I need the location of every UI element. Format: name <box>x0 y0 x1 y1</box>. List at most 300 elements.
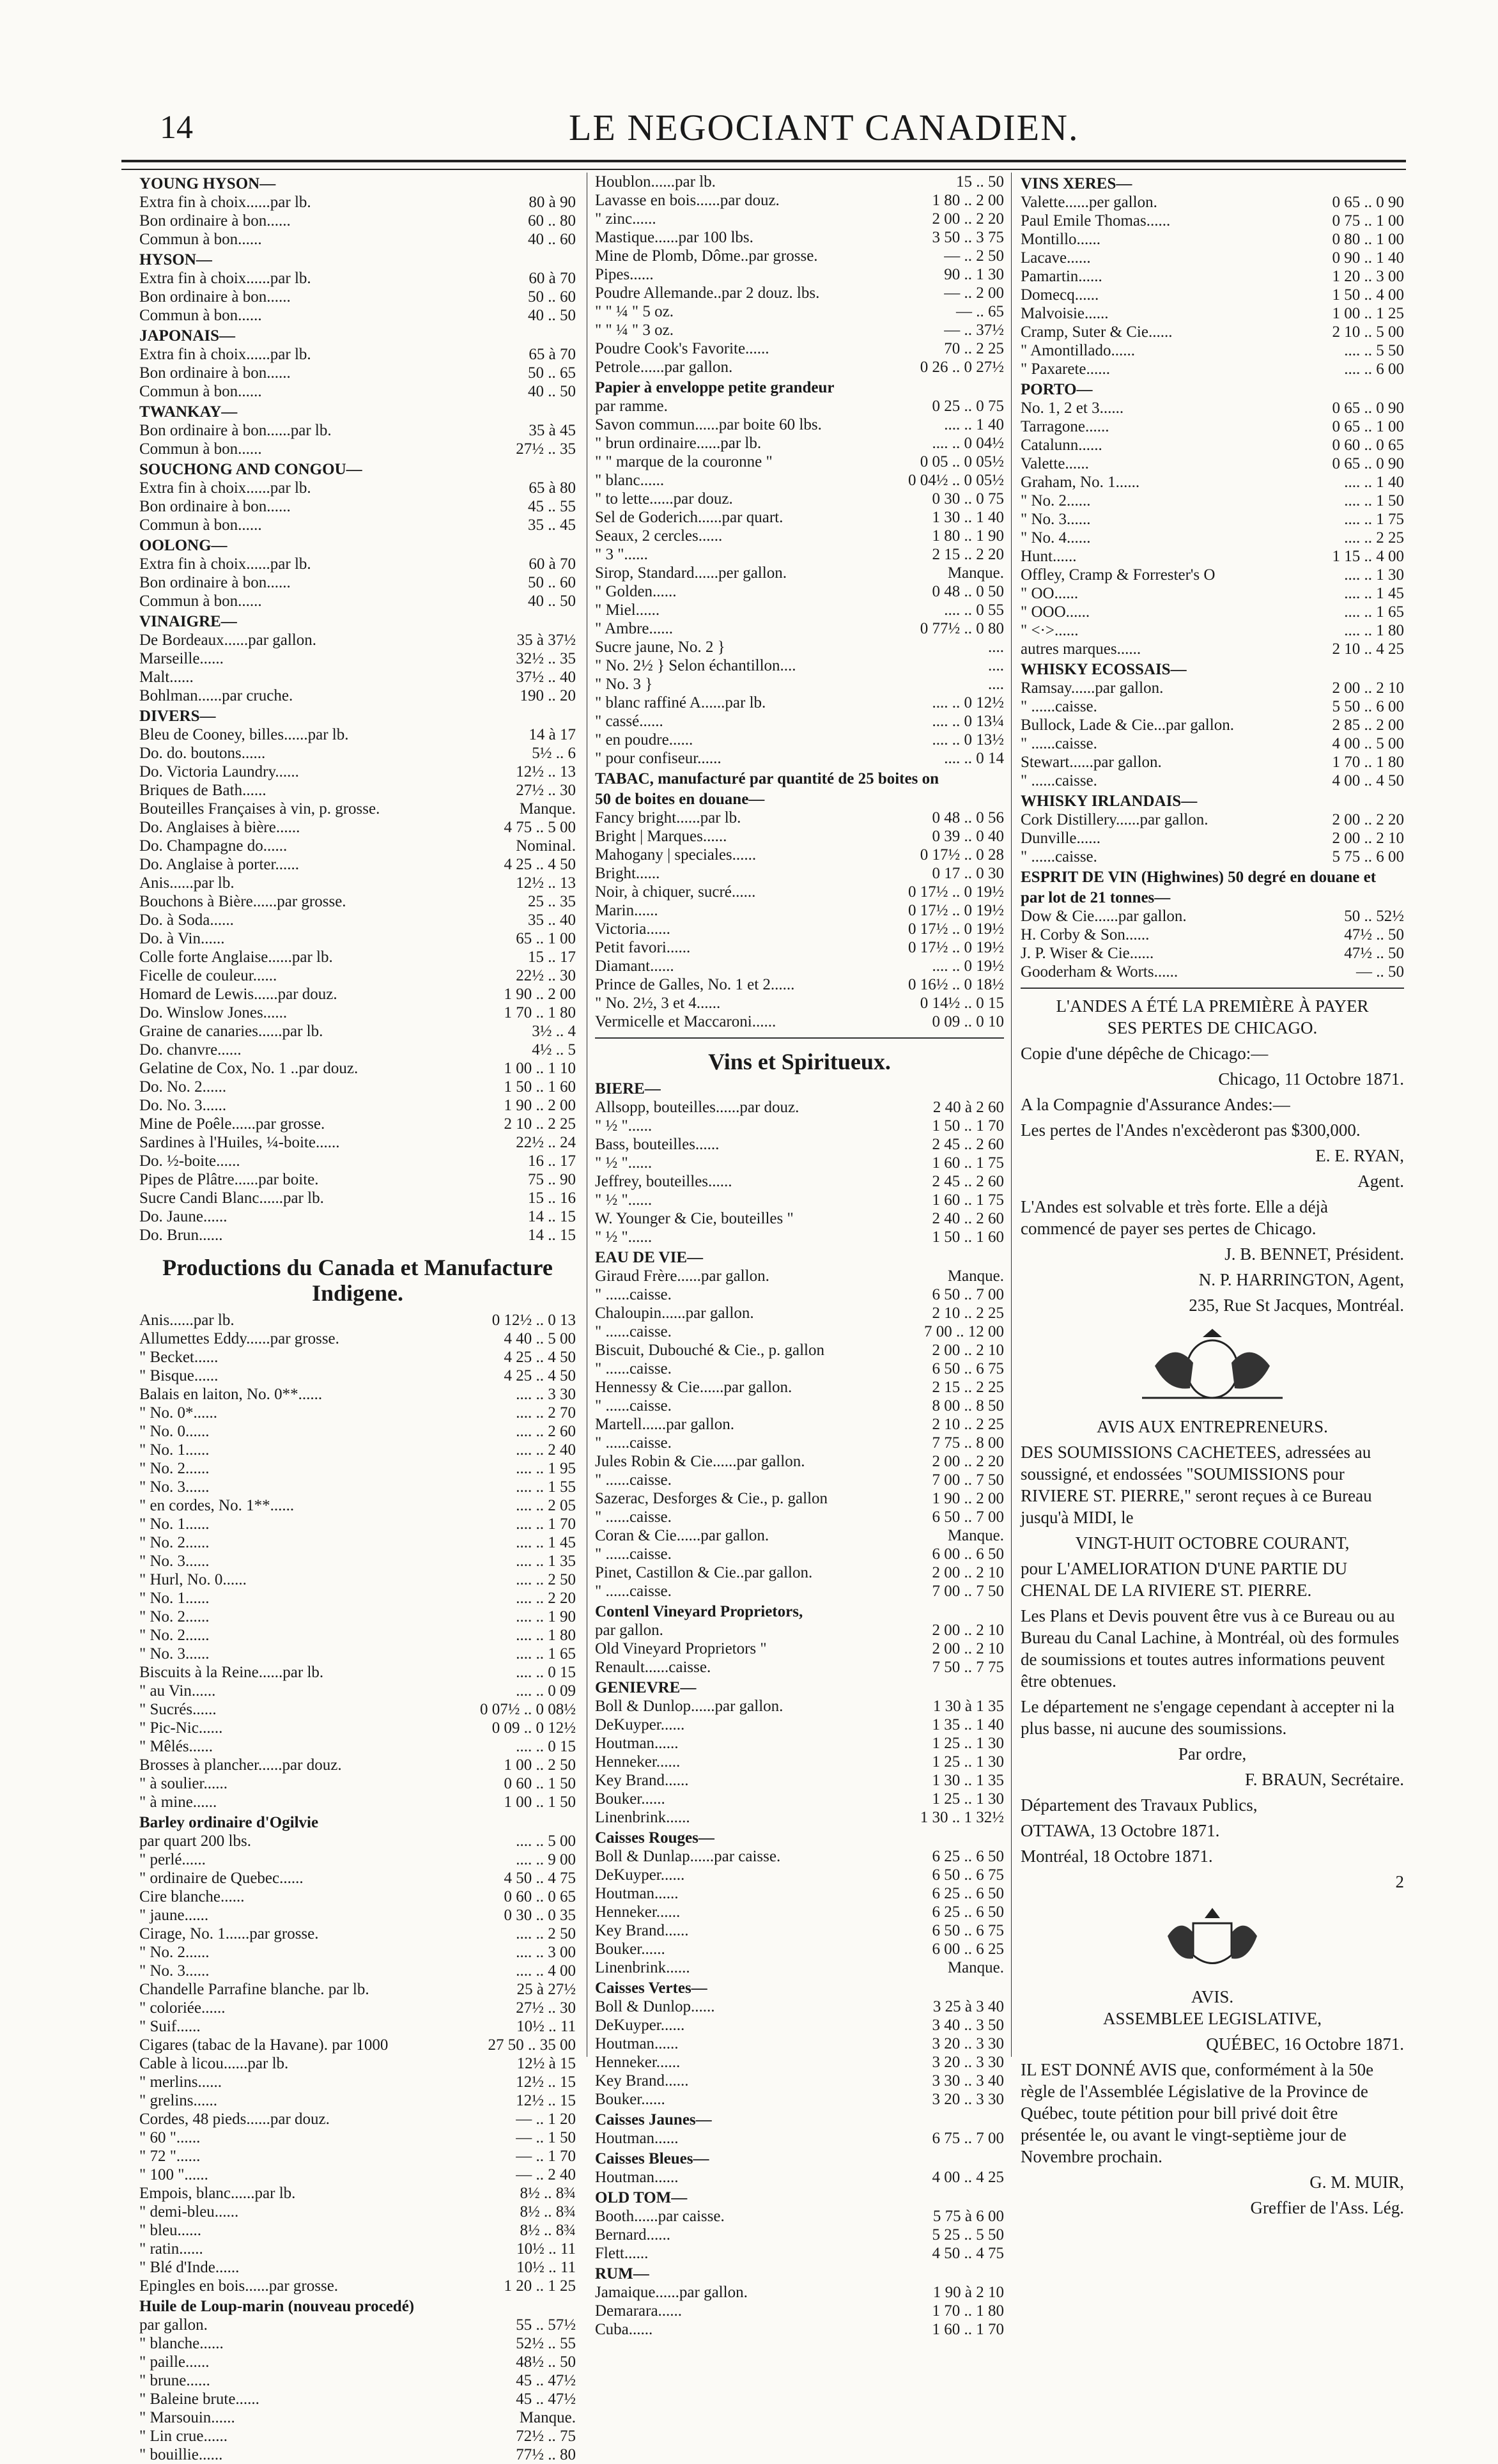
item-price: .... .. 1 55 <box>516 1478 576 1496</box>
price-row <box>139 781 576 800</box>
item-price: 0 30 .. 0 35 <box>504 1907 576 1924</box>
item-name: Boll & Dunlop......par gallon. <box>595 1698 784 1715</box>
item-name: Do. do. boutons...... <box>139 745 266 762</box>
item-price: 10½ .. 11 <box>516 2018 576 2035</box>
item-name: " No. 1...... <box>139 1515 210 1533</box>
item-price <box>1317 660 1404 679</box>
item-price: 6 50 .. 6 75 <box>932 1922 1004 1939</box>
item-price: .... .. 4 00 <box>516 1962 576 1980</box>
price-row <box>139 1589 576 1608</box>
section-divider <box>1021 988 1404 989</box>
item-name: " ......caisse. <box>1021 735 1097 752</box>
item-name: W. Younger & Cie, bouteilles " <box>595 1210 794 1227</box>
item-price <box>917 2150 1004 2168</box>
price-row <box>139 966 576 985</box>
item-price: 37½ .. 40 <box>516 669 576 686</box>
item-price: Manque. <box>947 1959 1004 1976</box>
price-row <box>595 2283 1004 2302</box>
item-name: Demarara...... <box>595 2302 683 2320</box>
item-name: Do. Anglaise à porter...... <box>139 856 299 873</box>
item-name: " perlé...... <box>139 1851 206 1868</box>
item-name: " Bisque...... <box>139 1367 219 1384</box>
price-row <box>595 1639 1004 1658</box>
price-row <box>1021 267 1404 286</box>
item-price: 1 90 .. 2 00 <box>504 1097 576 1114</box>
item-name: Stewart......par gallon. <box>1021 754 1162 771</box>
item-price: .... .. 0 14 <box>944 750 1004 767</box>
item-price: 0 04½ .. 0 05½ <box>908 472 1004 489</box>
item-price <box>917 2189 1004 2207</box>
item-name: " " ¼ " 3 oz. <box>595 322 674 339</box>
item-name: Bleu de Cooney, billes......par lb. <box>139 726 349 743</box>
item-name: Paul Emile Thomas...... <box>1021 212 1171 229</box>
price-row <box>139 306 576 325</box>
price-row <box>139 837 576 855</box>
price-row <box>139 1152 576 1170</box>
item-price: 6 75 .. 7 00 <box>932 2130 1004 2147</box>
price-row <box>595 901 1004 920</box>
item-name: Brosses à plancher......par douz. <box>139 1756 342 1774</box>
item-price: 2 00 .. 2 20 <box>932 210 1004 228</box>
item-price: 7 75 .. 8 00 <box>932 1434 1004 1452</box>
price-row <box>139 1496 576 1515</box>
item-name: Do. ½-boite...... <box>139 1152 240 1170</box>
item-name: Noir, à chiquer, sucré...... <box>595 883 756 901</box>
item-name: " 100 "...... <box>139 2166 208 2183</box>
avis-number: 2 <box>1395 1872 1404 1891</box>
item-price: 0 09 .. 0 10 <box>932 1013 1004 1030</box>
price-row <box>595 302 1004 321</box>
item-name: " brune...... <box>139 2372 210 2389</box>
item-price: .... .. 1 90 <box>516 1608 576 1625</box>
item-price: 12½ .. 15 <box>516 2073 576 2091</box>
avis-dept: Département des Travaux Publics, <box>1021 1795 1258 1815</box>
column-middle <box>587 173 1004 2338</box>
section-label <box>139 1813 576 1832</box>
item-name: Cigares (tabac de la Havane). par 1000 <box>139 2036 389 2054</box>
price-row <box>139 1756 576 1774</box>
price-row <box>1021 679 1404 697</box>
item-price: .... .. 2 70 <box>516 1404 576 1422</box>
item-price: 1 80 .. 1 90 <box>932 527 1004 545</box>
item-price: 1 50 .. 4 00 <box>1332 286 1404 304</box>
item-name: Marin...... <box>595 902 658 919</box>
item-price: .... .. 1 65 <box>1344 603 1404 621</box>
item-price: .... .. 3 00 <box>516 1944 576 1961</box>
price-row <box>139 1608 576 1626</box>
price-row <box>139 1041 576 1059</box>
price-row <box>139 1869 576 1887</box>
price-row <box>139 2203 576 2221</box>
item-name: " ......caisse. <box>1021 772 1097 789</box>
price-row <box>595 2072 1004 2090</box>
price-row <box>139 948 576 966</box>
item-price: .... .. 1 40 <box>1344 474 1404 491</box>
item-price: 0 80 .. 1 00 <box>1332 231 1404 248</box>
price-row <box>595 1304 1004 1322</box>
price-row <box>139 2427 576 2445</box>
section-label <box>139 174 576 193</box>
section-label <box>595 790 1004 809</box>
avis-text: Le département ne s'engage cependant à accepter ni la plus basse, ni aucune des soumissions. <box>1021 1697 1395 1738</box>
section-divider <box>595 1037 1004 1039</box>
price-row <box>139 1999 576 2017</box>
item-price: 0 17 .. 0 30 <box>932 865 1004 882</box>
item-price: 25 .. 35 <box>528 893 576 910</box>
item-name: De Bordeaux......par gallon. <box>139 631 317 649</box>
item-price: 45 .. 47½ <box>516 2372 576 2389</box>
item-name: Commun à bon...... <box>139 231 262 248</box>
item-name: Sucre Candi Blanc......par lb. <box>139 1189 324 1207</box>
price-row <box>139 1645 576 1663</box>
price-row <box>595 339 1004 358</box>
item-price <box>489 251 576 269</box>
item-price: 15 .. 17 <box>528 949 576 966</box>
price-row <box>595 1997 1004 2016</box>
price-row <box>139 1850 576 1869</box>
item-name: " bouillie...... <box>139 2446 223 2463</box>
item-price: 4 00 .. 4 50 <box>1332 772 1404 789</box>
price-row <box>1021 417 1404 436</box>
price-row <box>139 1832 576 1850</box>
item-price: 7 00 .. 7 50 <box>932 1583 1004 1600</box>
price-row <box>139 288 576 306</box>
item-name: VINAIGRE— <box>139 613 237 630</box>
item-price: Nominal. <box>516 837 576 855</box>
item-price: 65 .. 1 00 <box>516 930 576 947</box>
item-price: 8½ .. 8¾ <box>520 2222 576 2239</box>
item-price: 0 17½ .. 0 28 <box>920 846 1004 864</box>
item-name: ESPRIT DE VIN (Highwines) 50 degré en douane et <box>1021 869 1377 886</box>
item-name: Extra fin à choix......par lb. <box>139 346 311 363</box>
item-name: DeKuyper...... <box>595 1716 685 1733</box>
price-row <box>595 1582 1004 1600</box>
item-name: Houtman...... <box>595 2130 679 2147</box>
item-name: Caisses Rouges— <box>595 1829 714 1847</box>
item-name: Cordes, 48 pieds......par douz. <box>139 2111 330 2128</box>
section-label <box>595 2150 1004 2168</box>
item-name: Henneker...... <box>595 1903 681 1921</box>
price-row <box>595 920 1004 938</box>
item-price: .... .. 2 60 <box>516 1423 576 1440</box>
price-row <box>595 1921 1004 1940</box>
item-name: " Marsouin...... <box>139 2409 235 2426</box>
price-row <box>139 2147 576 2166</box>
item-price: 35 .. 40 <box>528 911 576 929</box>
item-price: 5 75 à 6 00 <box>932 2208 1004 2225</box>
avis-place: Montréal, 18 Octobre 1871. <box>1021 1847 1213 1866</box>
item-price: 75 .. 90 <box>528 1171 576 1188</box>
price-row <box>595 2168 1004 2187</box>
price-row <box>139 1906 576 1925</box>
item-price: 25 à 27½ <box>516 1981 576 1998</box>
price-row <box>139 874 576 892</box>
spirits-price-list <box>595 1080 1004 2339</box>
item-name: WHISKY ECOSSAIS— <box>1021 661 1187 678</box>
item-name: " No. 2½ } Selon échantillon.... <box>595 657 796 674</box>
item-price: 3 20 .. 3 30 <box>932 2035 1004 2052</box>
item-price: 1 50 .. 1 60 <box>504 1078 576 1096</box>
price-row <box>595 809 1004 827</box>
price-row <box>595 1397 1004 1415</box>
item-name: " " ¼ " 5 oz. <box>595 303 674 320</box>
price-row <box>595 675 1004 693</box>
item-name: WHISKY IRLANDAIS— <box>1021 793 1198 810</box>
item-name: SOUCHONG AND CONGOU— <box>139 461 362 478</box>
item-price <box>917 378 1004 397</box>
item-price: 0 65 .. 0 90 <box>1332 399 1404 417</box>
andes-subtitle: SES PERTES DE CHICAGO. <box>1107 1018 1318 1037</box>
item-name: Henneker...... <box>595 1753 681 1771</box>
item-price: 2 10 .. 2 25 <box>504 1115 576 1133</box>
item-price: — .. 2 00 <box>944 284 1004 302</box>
item-name: Cire blanche...... <box>139 1888 245 1905</box>
price-row <box>1021 341 1404 360</box>
andes-notice <box>1021 995 1404 1316</box>
item-name: " coloriée...... <box>139 1999 226 2017</box>
item-price: 6 50 .. 7 00 <box>932 1286 1004 1303</box>
item-price <box>917 790 1004 809</box>
item-name: " Ambre...... <box>595 620 673 637</box>
item-price: 0 12½ .. 0 13 <box>491 1312 576 1329</box>
avis-date: VINGT-HUIT OCTOBRE COURANT, <box>1075 1533 1350 1553</box>
item-price: .... .. 1 45 <box>1344 585 1404 602</box>
price-row <box>595 1489 1004 1508</box>
price-row <box>139 1441 576 1459</box>
price-row <box>139 1570 576 1589</box>
item-name: No. 1, 2 et 3...... <box>1021 399 1124 417</box>
item-price: 1 50 .. 1 60 <box>932 1228 1004 1246</box>
price-row <box>595 1790 1004 1808</box>
item-price: 4 40 .. 5 00 <box>504 1330 576 1347</box>
item-price: 2 10 .. 2 25 <box>932 1416 1004 1433</box>
item-name: TABAC, manufacturé par quantité de 25 boites on <box>595 770 939 787</box>
price-row <box>139 230 576 249</box>
item-price <box>489 2297 576 2316</box>
item-name: par gallon. <box>595 1622 663 1639</box>
item-name: Bon ordinaire à bon...... <box>139 212 291 229</box>
item-price: 15 .. 50 <box>956 173 1004 190</box>
item-name: Do. No. 2...... <box>139 1078 227 1096</box>
item-price: 0 25 .. 0 75 <box>932 398 1004 415</box>
item-name: " No. 0*...... <box>139 1404 218 1422</box>
item-price: 3 20 .. 3 30 <box>932 2091 1004 2108</box>
price-row <box>595 1771 1004 1790</box>
item-name: Ramsay......par gallon. <box>1021 679 1164 697</box>
price-row <box>595 321 1004 339</box>
item-price: 2 40 à 2 60 <box>932 1099 1004 1116</box>
item-name: " Pic-Nic...... <box>139 1719 223 1737</box>
item-name: Tarragone...... <box>1021 418 1109 435</box>
item-price: 65 à 80 <box>529 479 576 497</box>
item-name: Bouchons à Bière......par grosse. <box>139 893 346 910</box>
price-row <box>595 864 1004 883</box>
item-price: 7 00 .. 12 00 <box>924 1323 1004 1340</box>
price-row <box>595 601 1004 619</box>
item-name: Do. Anglaises à bière...... <box>139 819 300 836</box>
item-price: .... .. 1 95 <box>516 1460 576 1477</box>
price-row <box>139 1311 576 1329</box>
page-number: 14 <box>160 109 193 146</box>
item-name: Graine de canaries......par lb. <box>139 1023 323 1040</box>
price-row <box>595 1012 1004 1031</box>
price-row <box>595 1471 1004 1489</box>
item-name: " No. 2...... <box>139 1608 210 1625</box>
item-name: " pour confiseur...... <box>595 750 722 767</box>
item-price: 3 25 à 3 40 <box>932 1998 1004 2015</box>
item-price: 6 50 .. 7 00 <box>932 1508 1004 1526</box>
item-name: " ......caisse. <box>595 1546 672 1563</box>
price-row <box>1021 584 1404 603</box>
item-price: 6 00 .. 6 25 <box>932 1941 1004 1958</box>
item-name: Bright | Marques...... <box>595 828 727 845</box>
item-price: 2 00 .. 2 10 <box>932 1564 1004 1581</box>
price-row <box>595 1753 1004 1771</box>
item-price: 12½ à 15 <box>516 2055 576 2072</box>
item-price: .... .. 1 80 <box>516 1627 576 1644</box>
item-name: " en poudre...... <box>595 731 693 748</box>
price-row <box>139 1404 576 1422</box>
item-price <box>917 1248 1004 1267</box>
price-row <box>1021 771 1404 790</box>
price-row <box>139 1078 576 1096</box>
price-row <box>595 1884 1004 1903</box>
section-label <box>595 2189 1004 2207</box>
price-row <box>595 883 1004 901</box>
item-price: — .. 65 <box>956 303 1004 320</box>
item-price: .... .. 0 12½ <box>932 694 1004 711</box>
item-price: 0 65 .. 1 00 <box>1332 418 1404 435</box>
price-row <box>595 2090 1004 2109</box>
price-row <box>595 1697 1004 1716</box>
item-name: Graham, No. 1...... <box>1021 474 1140 491</box>
item-price: 3 20 .. 3 30 <box>932 2054 1004 2071</box>
andes-text: Les pertes de l'Andes n'excèderont pas $300,000. <box>1021 1120 1361 1140</box>
price-row <box>139 2110 576 2128</box>
price-row <box>139 744 576 763</box>
price-row <box>139 1962 576 1980</box>
item-price: 0 09 .. 0 12½ <box>491 1719 576 1737</box>
price-row <box>139 668 576 686</box>
price-row <box>139 2390 576 2408</box>
item-name: " grelins...... <box>139 2092 217 2109</box>
price-row <box>595 2244 1004 2263</box>
item-name: Pipes de Plâtre......par boite. <box>139 1171 319 1188</box>
price-row <box>595 1903 1004 1921</box>
price-row <box>139 2221 576 2240</box>
item-price: 4 00 .. 5 00 <box>1332 735 1404 752</box>
item-name: Catalunn...... <box>1021 437 1102 454</box>
item-name: Bouker...... <box>595 1941 665 1958</box>
price-row <box>595 2034 1004 2053</box>
item-name: " au Vin...... <box>139 1682 216 1700</box>
price-row <box>1021 697 1404 716</box>
item-name: " OO...... <box>1021 585 1079 602</box>
price-row <box>595 545 1004 564</box>
price-row <box>1021 566 1404 584</box>
item-name: Dunville...... <box>1021 830 1100 847</box>
item-price: 0 17½ .. 0 19½ <box>908 883 1004 901</box>
item-name: Bon ordinaire à bon......par lb. <box>139 422 332 439</box>
section-label <box>139 612 576 631</box>
andes-sign: N. P. HARRINGTON, Agent, <box>1198 1270 1404 1289</box>
item-name: Jules Robin & Cie......par gallon. <box>595 1453 805 1470</box>
item-price: 50 .. 60 <box>528 574 576 591</box>
andes-address: 235, Rue St Jacques, Montréal. <box>1189 1296 1404 1315</box>
item-price <box>1317 174 1404 193</box>
avis2-date: QUÉBEC, 16 Octobre 1871. <box>1206 2034 1404 2054</box>
item-name: Pipes...... <box>595 266 654 283</box>
item-price: 12½ .. 13 <box>516 874 576 892</box>
avis-text: Les Plans et Devis pouvent être vus à ce Bureau ou au Bureau du Canal Lachine, à Montréal, où des formules de soumissions et toutes autres informations peuvent être obtenues. <box>1021 1606 1400 1691</box>
item-name: " Miel...... <box>595 601 660 619</box>
price-row <box>595 846 1004 864</box>
price-row <box>139 1367 576 1385</box>
item-name: Houtman...... <box>595 1735 679 1752</box>
item-name: " No. 3...... <box>139 1478 210 1496</box>
item-price: 0 39 .. 0 40 <box>932 828 1004 845</box>
price-row <box>139 2371 576 2390</box>
price-row <box>139 1925 576 1943</box>
price-row <box>139 516 576 534</box>
item-name: " No. 2...... <box>139 1534 210 1551</box>
price-row <box>139 479 576 497</box>
item-price: 6 25 .. 6 50 <box>932 1903 1004 1921</box>
item-name: Commun à bon...... <box>139 307 262 324</box>
section-heading-productions: Productions du Canada et Manufacture Indigene. <box>162 1255 553 1306</box>
price-row <box>595 619 1004 638</box>
item-price: .... .. 1 45 <box>516 1534 576 1551</box>
price-row <box>1021 304 1404 323</box>
item-price: 6 25 .. 6 50 <box>932 1848 1004 1865</box>
item-price: 50 .. 60 <box>528 288 576 306</box>
price-row <box>595 957 1004 975</box>
item-name: " No. 2...... <box>139 1944 210 1961</box>
price-row <box>139 2091 576 2110</box>
avis-title: AVIS AUX ENTREPRENEURS. <box>1097 1417 1328 1436</box>
item-name: Bernard...... <box>595 2226 671 2243</box>
section-label <box>595 1829 1004 1847</box>
item-price: 72½ .. 75 <box>516 2428 576 2445</box>
item-name: Caisses Vertes— <box>595 1980 707 1997</box>
item-name: Booth......par caisse. <box>595 2208 725 2225</box>
item-name: Dow & Cie......par gallon. <box>1021 908 1187 925</box>
item-price: 65 à 70 <box>529 346 576 363</box>
item-name: " Golden...... <box>595 583 677 600</box>
item-price: 1 70 .. 1 80 <box>504 1004 576 1021</box>
item-price: 80 à 90 <box>529 194 576 211</box>
price-row <box>139 1096 576 1115</box>
item-name: Do. No. 3...... <box>139 1097 227 1114</box>
item-name: " 60 "...... <box>139 2129 201 2146</box>
item-price: 52½ .. 55 <box>516 2335 576 2352</box>
item-price: 14 .. 15 <box>528 1208 576 1225</box>
price-row <box>139 686 576 705</box>
item-name: Fancy bright......par lb. <box>595 809 741 826</box>
item-name: " blanc raffiné A......par lb. <box>595 694 766 711</box>
item-name: " Mêlés...... <box>139 1738 213 1755</box>
item-price: 1 25 .. 1 30 <box>932 1790 1004 1808</box>
item-name: Allsopp, bouteilles......par douz. <box>595 1099 799 1116</box>
item-price: 16 .. 17 <box>528 1152 576 1170</box>
price-row <box>1021 454 1404 473</box>
avis-text: DES SOUMISSIONS CACHETEES, adressées au soussigné, et endossées "SOUMISSIONS pour RIVIERE ST. PIERRE," seront reçues à ce Bureau jusqu'à MIDI, le <box>1021 1443 1372 1527</box>
price-row <box>595 1621 1004 1639</box>
item-price: 22½ .. 30 <box>516 967 576 984</box>
item-price: 5 50 .. 6 00 <box>1332 698 1404 715</box>
item-price: 1 30 .. 1 35 <box>932 1772 1004 1789</box>
domestic-price-list <box>139 1311 576 2464</box>
